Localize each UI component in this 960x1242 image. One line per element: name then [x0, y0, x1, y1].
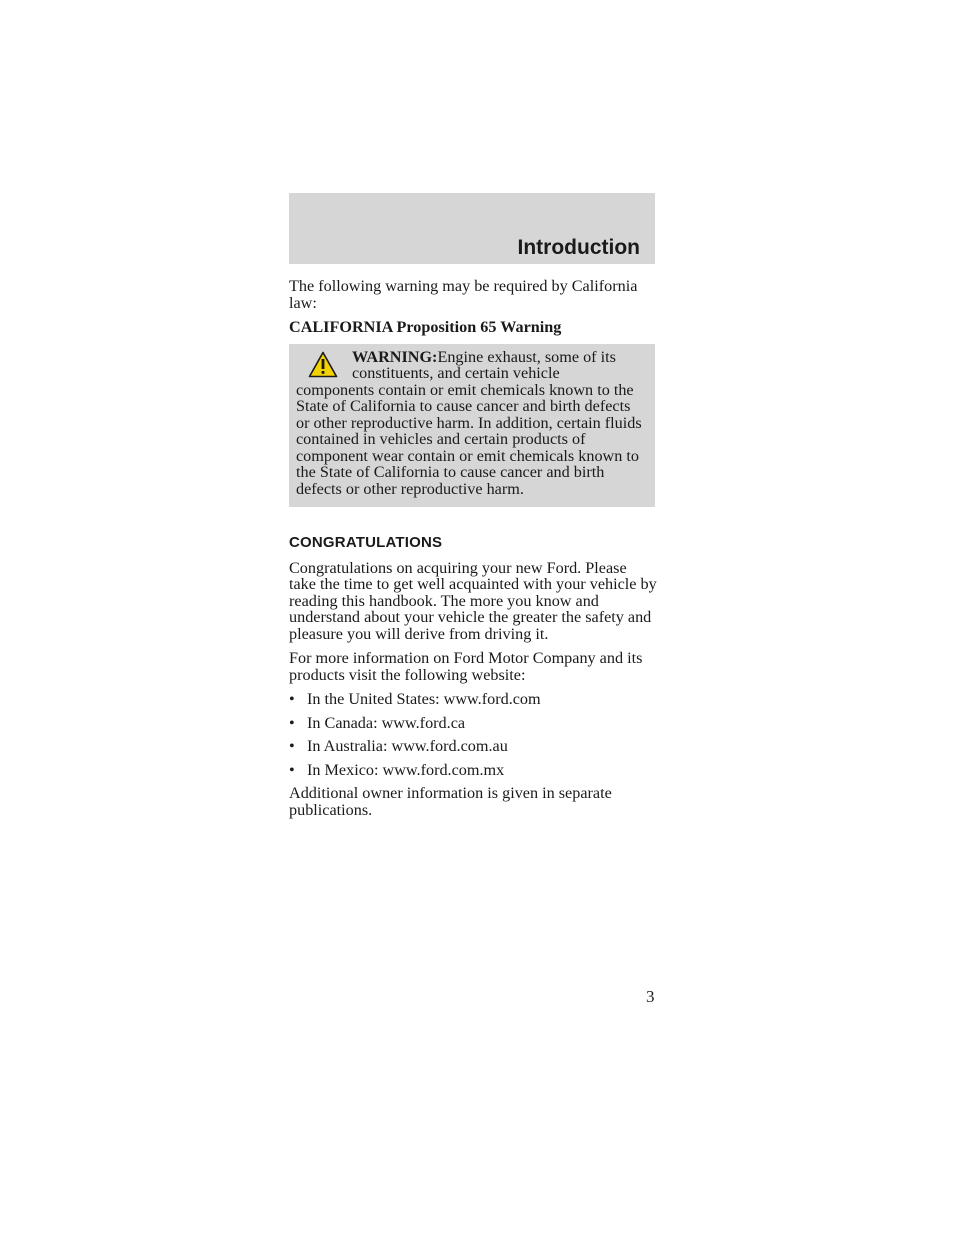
warning-line1: Engine exhaust, some of its: [437, 347, 616, 366]
list-item: [289, 762, 657, 779]
warning-body: components contain or emit chemicals known to the State of California to cause cancer and birth defects or other reproductive harm. In addition, certain fluids contained in vehicles and certain products of component wear contain or emit chemicals known to the State of California to cause cancer and birth defects or other reproductive harm.: [296, 380, 642, 498]
intro-paragraph: The following warning may be required by California law:: [289, 277, 638, 312]
more-info-paragraph: For more information on Ford Motor Company and its products visit the following website:: [289, 649, 643, 684]
website-list: [289, 691, 657, 778]
website-canada: In Canada: www.ford.ca: [307, 713, 466, 732]
prop65-heading: CALIFORNIA Proposition 65 Warning: [289, 318, 562, 336]
warning-first-text: [352, 349, 616, 382]
website-australia: In Australia: www.ford.com.au: [307, 737, 508, 755]
bullet-icon: •: [289, 760, 295, 779]
bullet-icon: •: [289, 737, 295, 755]
list-item: [289, 715, 657, 732]
website-us: In the United States: www.ford.com: [307, 690, 541, 708]
warning-first-lines: [296, 349, 647, 382]
bullet-icon: •: [289, 713, 295, 732]
bullet-icon: •: [289, 690, 295, 708]
warning-triangle-icon: [308, 351, 338, 378]
warning-box: [289, 344, 655, 508]
congratulations-heading: CONGRATULATIONS: [289, 534, 443, 551]
page-content: [289, 278, 657, 826]
additional-info-paragraph: Additional owner information is given in separate publications.: [289, 784, 612, 819]
page-number: 3: [646, 987, 655, 1006]
list-item: [289, 738, 657, 755]
warning-lead: WARNING:: [352, 347, 438, 366]
congratulations-paragraph: Congratulations on acquiring your new Ford. Please take the time to get well acquainted with your vehicle by reading this handbook. The more you know and understand about your vehicle the greater the safety and pleasure you will derive from driving it.: [289, 558, 657, 643]
warning-line2: constituents, and certain vehicle: [352, 364, 560, 382]
section-title: Introduction: [517, 236, 640, 259]
list-item: [289, 691, 657, 708]
section-header: [289, 193, 655, 264]
website-mexico: In Mexico: www.ford.com.mx: [307, 760, 505, 779]
